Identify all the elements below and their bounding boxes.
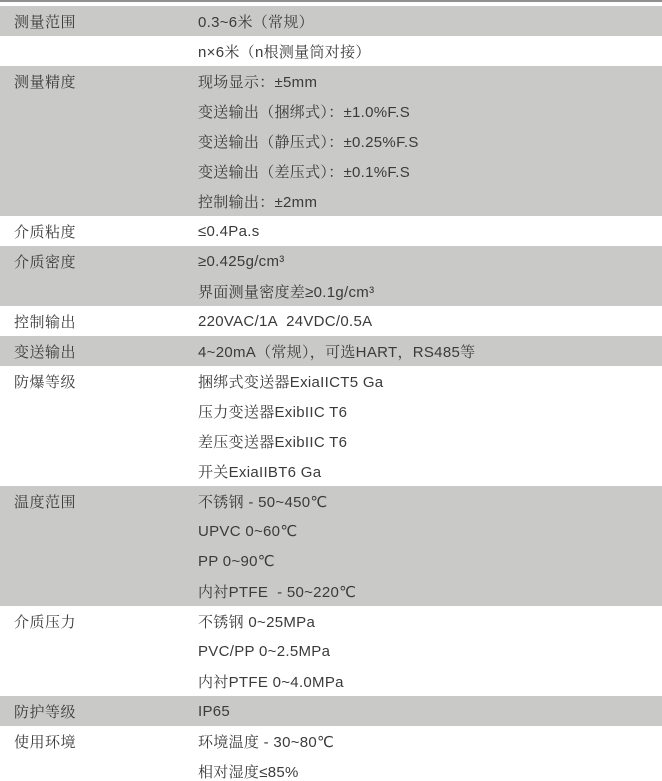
spec-value: 不锈钢 - 50~450℃ xyxy=(198,493,328,511)
table-row xyxy=(0,606,662,636)
spec-label: 变送输出 xyxy=(14,343,77,361)
section-environment xyxy=(0,726,662,781)
section-temperature-range xyxy=(0,486,662,606)
spec-value: 不锈钢 0~25MPa xyxy=(198,613,316,631)
table-row xyxy=(0,726,662,756)
spec-label: 介质密度 xyxy=(14,253,77,271)
table-row xyxy=(0,6,662,36)
table-row xyxy=(0,756,662,781)
table-row xyxy=(0,66,662,96)
spec-label: 防护等级 xyxy=(14,703,77,721)
spec-value: IP65 xyxy=(198,702,231,720)
spec-label: 测量精度 xyxy=(14,73,77,91)
spec-label: 温度范围 xyxy=(14,493,77,511)
spec-value: 控制输出：±2mm xyxy=(198,193,318,211)
spec-value: PP 0~90℃ xyxy=(198,553,275,570)
spec-value: PVC/PP 0~2.5MPa xyxy=(198,642,331,660)
table-row xyxy=(0,246,662,276)
table-row xyxy=(0,456,662,486)
spec-value: ≥0.425g/cm³ xyxy=(198,252,285,270)
spec-value: 变送输出（差压式）：±0.1%F.S xyxy=(198,163,410,181)
spec-label: 介质压力 xyxy=(14,613,77,631)
table-row xyxy=(0,336,662,366)
table-row xyxy=(0,36,662,66)
spec-label: 防爆等级 xyxy=(14,373,77,391)
section-accuracy xyxy=(0,66,662,216)
section-transmit-output xyxy=(0,336,662,366)
spec-value: 4~20mA（常规），可选HART，RS485等 xyxy=(198,343,476,361)
spec-value: 变送输出（静压式）：±0.25%F.S xyxy=(198,133,419,151)
spec-value: 压力变送器ExibIIC T6 xyxy=(198,403,348,421)
spec-value: 差压变送器ExibIIC T6 xyxy=(198,433,348,451)
table-row xyxy=(0,126,662,156)
spec-value: n×6米（n根测量筒对接） xyxy=(198,43,371,61)
table-row xyxy=(0,156,662,186)
table-row xyxy=(0,516,662,546)
table-row xyxy=(0,96,662,126)
section-measure-range xyxy=(0,6,662,36)
table-row xyxy=(0,546,662,576)
section-viscosity xyxy=(0,216,662,246)
spec-value: 内衬PTFE 0~4.0MPa xyxy=(198,673,344,691)
spec-value: 变送输出（捆绑式）：±1.0%F.S xyxy=(198,103,410,121)
table-row xyxy=(0,306,662,336)
table-row xyxy=(0,396,662,426)
table-row xyxy=(0,696,662,726)
table-row xyxy=(0,366,662,396)
section-measure-range-ext xyxy=(0,36,662,66)
spec-value: 界面测量密度差≥0.1g/cm³ xyxy=(198,283,375,301)
table-row xyxy=(0,486,662,516)
section-protection-rating xyxy=(0,696,662,726)
spec-label: 控制输出 xyxy=(14,313,77,331)
section-explosion-rating xyxy=(0,366,662,486)
spec-label: 介质粘度 xyxy=(14,223,77,241)
table-row xyxy=(0,576,662,606)
table-row xyxy=(0,666,662,696)
spec-value: 220VAC/1A 24VDC/0.5A xyxy=(198,312,373,330)
spec-value: 捆绑式变送器ExiaIICT5 Ga xyxy=(198,373,384,391)
spec-value: UPVC 0~60℃ xyxy=(198,523,298,540)
table-row xyxy=(0,216,662,246)
section-medium-pressure xyxy=(0,606,662,696)
spec-value: 相对湿度≤85% xyxy=(198,763,299,781)
table-row xyxy=(0,636,662,666)
spec-value: 环境温度 - 30~80℃ xyxy=(198,733,335,751)
spec-value: ≤0.4Pa.s xyxy=(198,222,260,240)
spec-label: 测量范围 xyxy=(14,13,77,31)
table-row xyxy=(0,186,662,216)
spec-value: 内衬PTFE - 50~220℃ xyxy=(198,583,357,601)
spec-value: 现场显示：±5mm xyxy=(198,73,318,91)
spec-label: 使用环境 xyxy=(14,733,77,751)
section-density xyxy=(0,246,662,306)
spec-value: 0.3~6米（常规） xyxy=(198,13,314,31)
table-row xyxy=(0,276,662,306)
table-top-border xyxy=(0,0,662,2)
spec-value: 开关ExiaIIBT6 Ga xyxy=(198,463,322,481)
section-control-output xyxy=(0,306,662,336)
table-row xyxy=(0,426,662,456)
